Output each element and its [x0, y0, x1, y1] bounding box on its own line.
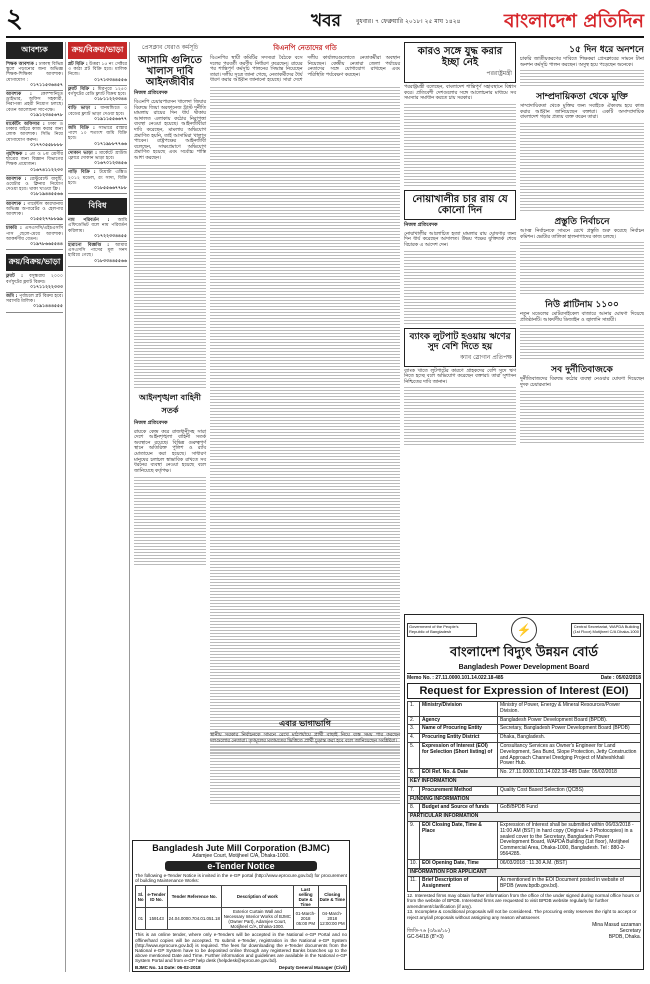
classified-ad-phone: ০১৭৭০৫৫৮৮৮৮: [30, 142, 63, 148]
classified-ad-text: সাভারে রাস্তার পাশে ১০ শতাংশ জমি বিক্রি হবে।: [68, 126, 127, 142]
text-filler: [134, 165, 206, 388]
classified-ad-phone: ০১৬৭৪১১২২৩৩: [30, 167, 63, 173]
bjmc-signer: Deputy General Manager (Civil): [278, 964, 347, 970]
story-body: পররাষ্ট্রমন্ত্রী বলেছেন, বাংলাদেশ শান্তিপূর্ণ সহাবস্থানে বিশ্বাস করে। প্রতিবেশী দেশগুলোর সঙ্গে আলোচনার মাধ্যমে সব সমস্যার সমাধান করতে চায় সরকার।: [404, 85, 516, 102]
classified-ad-text: মার্কেটে গ্রাউন্ড ফ্লোরে দোকান ভাড়া হবে।: [68, 150, 127, 162]
eoi-cell-label: Ministry/Division: [419, 702, 497, 717]
classified-ad: [68, 86, 127, 106]
memo-number: Memo No. : 27.11.0000.101.14.022.18-485: [407, 675, 504, 681]
classified-list: [6, 61, 63, 250]
bjmc-table-header: Tender Reference No.: [167, 886, 221, 908]
eoi-section-header: [408, 868, 641, 877]
story-body: রায়কে কেন্দ্র করে রাজধানীসহ সারা দেশে আইনশৃঙ্খলা বাহিনী সতর্ক অবস্থানে রয়েছে। বিভিন্ন গুরুত্বপূর্ণ স্থানে অতিরিক্ত পুলিশ ও র‍্যাব মোতায়েন করা হয়েছে। সাধারণ মানুষের চলাচল স্বাভাবিক রাখতে সব ধরনের ব্যবস্থা নেওয়া হয়েছে বলে জানিয়েছে কর্তৃপক্ষ।: [134, 429, 206, 474]
page-number: ২: [6, 4, 23, 34]
eoi-cell-n: 4.: [408, 734, 420, 743]
text-filler: [404, 104, 516, 186]
eoi-row: [408, 821, 641, 859]
signer-name: Mina Masud uzzaman: [592, 921, 641, 928]
eoi-section-label: PARTICULAR INFORMATION: [408, 813, 641, 822]
eoi-section-label: KEY INFORMATION: [408, 777, 641, 786]
story-right-column: [404, 42, 516, 445]
classified-ad-phone: ০১৭১৩৩৪৪৫৫৬: [94, 77, 127, 83]
classified-ad-phone: ০১৭১১২২২৩৩৩: [30, 284, 63, 290]
classified-ad-text: ধানমন্ডিতে ৩ বেডের ফ্ল্যাট ভাড়া দেওয়া হবে।: [68, 106, 127, 117]
eoi-row: [408, 804, 641, 813]
eoi-section-label: FUNDING INFORMATION: [408, 795, 641, 804]
story-body: দুর্নীতিবাজদের বিরুদ্ধে কঠোর ব্যবস্থা নেওয়ার ঘোষণা দিয়েছেন দুদক চেয়ারম্যান।: [520, 377, 644, 388]
text-filler: [210, 87, 400, 754]
classified-ad: [6, 293, 63, 313]
eoi-section-header: [408, 795, 641, 804]
bjmc-table-cell: 24.04.0000.704.01.051.18: [167, 908, 221, 930]
eoi-section-header: [408, 777, 641, 786]
story-body: স্থানীয় সরকার নির্বাচনকে সামনে রেখে মাঠপর্যায়ে প্রার্থী বাছাই নিয়ে ব্যস্ত সময় পার করছেন দলগুলোর নেতারা। তৃণমূলের মতামতের ভিত্তিতে প্রার্থী চূড়ান্ত করা হবে বলে জানিয়েছেন সংশ্লিষ্টরা।: [210, 733, 400, 744]
bjmc-table-header: Closing Date & Time: [318, 886, 347, 908]
story-far-right-column: [520, 42, 644, 608]
eoi-cell-n: 5.: [408, 742, 420, 768]
classified-ad-phone: ০১৮৩৩৪৪৫৫৬৬: [94, 258, 127, 264]
bjmc-intro: The following e-Tender Notice is invited in the e-GP portal (http://www.eprocure.gov.bd) for procurement of building Maintenance Works:: [135, 873, 347, 884]
eoi-row: [408, 734, 641, 743]
classified-ad-key: গাড়ি বিক্রি :: [68, 170, 96, 176]
bjmc-table-row: [136, 908, 347, 930]
classified-ad-text: ঢাকা ও ঢাকার বাইরে কাজ করার জন্য লোক আবশ্যক। সিভি নিয়ে যোগাযোগ করুন।: [6, 122, 63, 143]
story-kicker: বিএনপি নেতাদের গতি: [273, 44, 337, 52]
eoi-cell-value: 06/03/2018 : 11.30 A.M. (BST): [497, 859, 640, 868]
story-headline[interactable]: নিউ প্লাটিনাম ১১০০: [545, 300, 619, 311]
bjmc-etender-label: e-Tender Notice: [165, 861, 317, 871]
classified-ad: [6, 201, 63, 226]
classified-ad-text: আমি এফিডেভিট বলে নাম পরিবর্তন করিলাম।: [68, 218, 127, 234]
story-body: চাকরি জাতীয়করণের দাবিতে শিক্ষকরা প্রেসক্লাবের সামনে টানা অনশন কর্মসূচি পালন করছেন। অসুস্থ হয়ে পড়েছেন অনেকে।: [520, 57, 644, 68]
classified-ad-key: শিক্ষক আবশ্যক :: [6, 62, 38, 67]
text-filler: [520, 391, 644, 443]
eoi-cell-n: 10.: [408, 859, 420, 868]
bpdb-logo-icon: ⚡: [511, 617, 537, 643]
eoi-cell-n: 1.: [408, 702, 420, 717]
story-headline[interactable]: কারও সঙ্গে যুদ্ধ করার ইচ্ছা নেই: [417, 46, 503, 68]
story-subhead: পররাষ্ট্রমন্ত্রী: [486, 70, 512, 77]
eoi-cell-value: As mentioned in the EOI Document posted in website of BPDB (www.bpdb.gov.bd).: [497, 877, 640, 892]
classified-ad-text: উত্তরা ১৫ নং সেক্টরে ৩ কাঠা প্লট বিক্রি হবে। মালিক নিজে।: [68, 62, 127, 78]
eoi-cell-value: Consultancy Services as Owner's Engineer for Land Development, Sea Bund, Slope Protection, Jetty Construction and Approach Channel Dredging Project of Maheshkhali Power Hub.: [497, 742, 640, 768]
classified-ad-key: নাম পরিবর্তন :: [68, 218, 110, 224]
classified-column-1: [6, 42, 66, 972]
eoi-row: [408, 742, 641, 768]
eoi-cell-label: Brief Description of Assignment: [419, 877, 497, 892]
classified-ad-text: বসুন্ধরায় ২০০০ বর্গফুটের ফ্ল্যাট বিক্রয়।: [6, 274, 63, 285]
bjmc-table: [135, 885, 347, 930]
bjmc-table-header: Sl. No: [136, 886, 146, 908]
classified-heading: ক্রয়/বিক্রয়/ভাড়া: [6, 254, 63, 271]
story-body: আসন্ন নির্বাচনকে সামনে রেখে প্রস্তুতি শুরু করেছে নির্বাচন কমিশন। ভোটার তালিকা হালনাগাদের কাজ চলছে।: [520, 228, 644, 240]
text-filler: [520, 242, 644, 294]
classified-ad-phone: ০১৬৭০১২৩৪৫৬: [94, 161, 127, 167]
eoi-cell-label: Name of Procuring Entity: [419, 725, 497, 734]
eoi-cell-n: 9.: [408, 821, 420, 859]
eoi-note: 12. Interested firms may obtain further information from the office of the under signed during normal office hours or from the website of BPDB. Interested firms are requested to visit BPDB website regularly for further amendment/clarification (if any).: [407, 892, 640, 909]
gc-number: GC-54/18 (8"×3): [407, 933, 444, 940]
eoi-row: [408, 859, 641, 868]
story-box: [404, 42, 516, 83]
govt-label: Government of the People's Republic of Bangladesh: [407, 623, 477, 636]
eoi-title: Request for Expression of Interest (EOI): [407, 683, 641, 699]
eoi-cell-n: 6.: [408, 769, 420, 778]
eoi-cell-value: Expression of Interest shall be submitted within 06/03/2018 - 11:00 AM (BST) in hard copy (Original + 3 Photocopies) in a sealed cover to the Secretary, Bangladesh Power Development Board, WAPDA Building (1st floor), Motijheel Commercial Area, Dhaka-1000, Bangladesh. Tel : 880-2-9564285.: [497, 821, 640, 859]
classified-ad-key: হারানো বিজ্ঞপ্তি :: [68, 243, 110, 249]
classified-ad-text: গার্মেন্টস কারখানায় অভিজ্ঞ অপারেটর ও হেলপার আবশ্যক।: [6, 201, 63, 218]
classified-ad-key: আবশ্যক :: [6, 201, 26, 207]
classified-ad: [68, 150, 127, 170]
classified-ad-phone: ০১৮১১২২৩৩৪৪: [94, 97, 127, 103]
classified-ad-text: কোম্পানিতে ড্রাইভার, অফিস সহকারী, নিরাপত্তা প্রহরী নিয়োগ চলছে। বেতন আলোচনা সাপেক্ষে।: [6, 92, 63, 113]
bjmc-table-header: Last selling Date & Time: [293, 886, 318, 908]
eoi-cell-label: Agency: [419, 716, 497, 725]
classified-column-2: [68, 42, 130, 972]
classified-list: [6, 273, 63, 312]
memo-date: Date : 05/02/2018: [600, 675, 641, 681]
gd-number: জিডি-৭৬ (৩/৯৪/১৮): [407, 927, 450, 934]
classified-ad-text: টয়োটা এক্সিও ২০১২ মডেল, রং সাদা, বিক্রি হবে।: [68, 170, 127, 186]
masthead: [6, 4, 644, 38]
text-filler: [520, 325, 644, 359]
classified-ad: [68, 217, 127, 242]
classified-ad: [68, 61, 127, 86]
eoi-row: [408, 877, 641, 892]
story-left: [134, 42, 206, 565]
story-body: নতুন মডেলের মোটরসাইকেল বাজারে আনার ঘোষণা দিয়েছে প্রতিষ্ঠানটি। আকর্ষণীয় ডিজাইন ও জ্বালানি সাশ্রয়ী।: [520, 312, 644, 323]
newspaper-brand: বাংলাদেশ প্রতিদিন: [503, 10, 644, 32]
story-center: [210, 42, 400, 754]
bjmc-footer-text: This is an online tender, where only e-Tenders will be accepted in the National e-GP Portal and no offline/hard copies will be accepted. To submit e-Tender, registration in the National e-GP System (http://www.eprocure.gov.bd) is required. The fees for downloading the e-Tender documents from the National e-GP System have to be deposited online through any registered Banks branches up to the above mentioned Date and Time. Further information and guidelines are available in the National e-GP System Portal and from e-GP help desk (helpdesk@eprocure.gov.bd).: [135, 932, 347, 964]
classified-ad: [6, 176, 63, 201]
classified-ad-text: এসএসসি/এইচএসসি পাস ছেলে-মেয়ে আবশ্যক। আকর্ষণীয় বেতন।: [6, 226, 63, 242]
text-filler: [404, 251, 516, 324]
story-byline: নিজস্ব প্রতিবেদক: [134, 419, 168, 426]
classified-ad: [6, 225, 63, 250]
eoi-cell-label: Budget and Source of funds: [419, 804, 497, 813]
classified-ad-key: ফ্ল্যাট :: [6, 274, 23, 280]
classified-ad-text: রেস্টুরেন্টে বাবুর্চি, ওয়েটার ও ক্লিনার নিয়োগ দেওয়া হবে। থাকা খাওয়া ফ্রি।: [6, 176, 63, 193]
classified-ad-phone: ০১৯১৪৪৪৫৫৫: [33, 304, 63, 310]
story-byline: নিজস্ব প্রতিবেদক: [134, 90, 168, 96]
classified-ad-key: আবশ্যক :: [6, 92, 32, 98]
story-box: [404, 328, 516, 367]
story-headline[interactable]: প্রস্তুতি নির্বাচনে: [554, 216, 610, 227]
text-filler: [520, 70, 644, 86]
eoi-section-label: INFORMATION FOR APPLICANT: [408, 868, 641, 877]
bjmc-table-header: e-Tender ID No.: [146, 886, 167, 908]
story-headline[interactable]: আইনশৃঙ্খলা বাহিনী সতর্ক: [139, 392, 201, 415]
classified-ad-phone: ০১৯১১৫৫৬৬৭৭: [94, 116, 127, 122]
classified-ad: [68, 125, 127, 150]
bpdb-eoi-notice: [404, 614, 644, 970]
classified-ad: [68, 169, 127, 194]
eoi-row: [408, 725, 641, 734]
story-headline[interactable]: আসামি গুলিতে খালাস দাবি আইনজীবীর: [138, 55, 202, 88]
classified-ad-phone: ০১৮৫৫৬৬৭৭৮৮: [94, 186, 127, 192]
classified-ad-phone: ০১৭২২৩৩৪৪৫৫: [94, 233, 127, 239]
classified-heading: আবশ্যক: [6, 42, 63, 59]
classified-ad-phone: ০১৯১২৩৪৫৬৭৮: [30, 112, 63, 118]
eoi-cell-label: Procurement Method: [419, 786, 497, 795]
classified-ad-phone: ০১৭১১৫৩৬৪৫৭: [30, 82, 63, 88]
classified-ad-key: ফ্ল্যাট বিক্রি :: [68, 86, 95, 92]
classified-ad: [6, 91, 63, 121]
bjmc-table-cell: 04-March-2018 12:00:00 PM: [318, 908, 347, 930]
eoi-cell-label: Procuring Entity District: [419, 734, 497, 743]
eoi-row: [408, 702, 641, 717]
eoi-row: [408, 786, 641, 795]
eoi-cell-value: Dhaka, Bangladesh.: [497, 734, 640, 743]
story-headline[interactable]: এবার ভাগাভাগি: [279, 719, 331, 728]
classified-ad-text: ৫ম ও ৮ম শ্রেণীর ছাত্রের জন্য বিজ্ঞান বিভাগের শিক্ষক প্রয়োজন।: [6, 152, 64, 168]
bjmc-table-header: Description of work: [221, 886, 293, 908]
eoi-cell-n: 7.: [408, 786, 420, 795]
classified-ad: [6, 151, 63, 176]
signer-org: BPDB, Dhaka.: [608, 933, 641, 940]
bjmc-table-cell: Exterior Curtain Wall and Necessary Interior Works of BJMC (Owner Part), Adamjee Court, Motijheel C/A, Dhaka-1000.: [221, 908, 293, 930]
classified-ad-key: দোকান ভাড়া :: [68, 150, 98, 156]
bpdb-address: Central Secretariat, WAPDA Building (1st Floor) Motijheel C/A Dhaka-1000: [571, 623, 641, 636]
classified-ad-key: গৃহশিক্ষক :: [6, 152, 27, 158]
classified-ad: [68, 242, 127, 267]
text-filler: [520, 123, 644, 211]
classified-list: [68, 61, 127, 194]
classified-ad: [6, 121, 63, 151]
classified-heading: ক্রয়/বিক্রয়/ভাড়া: [68, 42, 127, 59]
classified-ad-phone: ০১৫৫২৭৭৮৮৯৯: [30, 217, 63, 223]
eoi-cell-label: EOI Opening Date, Time: [419, 859, 497, 868]
bjmc-table-cell: 159143: [146, 908, 167, 930]
classified-heading: বিবিধ: [68, 198, 127, 215]
story-center-lower: [210, 718, 400, 804]
text-filler: [134, 477, 206, 565]
story-kicker: প্রেসক্লাব ঘেরাও কর্মসূচি: [141, 44, 199, 51]
story-body: নোয়াখালীর আলোচিত হত্যা মামলার রায় ঘোষণার জন্য দিন ধার্য করেছেন আদালত। উভয় পক্ষের যুক্তিতর্ক শেষে বিচারক এ আদেশ দেন।: [404, 231, 516, 248]
org-name-english: Bangladesh Power Development Board: [458, 664, 590, 671]
eoi-cell-n: 2.: [408, 716, 420, 725]
classified-ad-key: বাড়ি ভাড়া :: [68, 106, 97, 112]
story-headline[interactable]: সাম্প্রদায়িকতা থেকে মুক্তি: [536, 92, 628, 103]
story-box: [404, 190, 516, 220]
classified-ad: [6, 61, 63, 91]
story-headline[interactable]: ব্যাংক লুটপাট হওয়ায় ঋণের সুদ বেশি দিতে হয়: [409, 331, 511, 352]
bjmc-tender-notice: [132, 840, 350, 972]
story-headline[interactable]: সব দুর্নীতিবাজকে: [551, 365, 613, 376]
eoi-cell-value: Quality Cost Based Selection (QCBS): [497, 786, 640, 795]
eoi-cell-n: 8.: [408, 804, 420, 813]
classified-ad-key: চাকরি :: [6, 226, 22, 232]
classified-ad-key: মার্কেটিং অফিসার :: [6, 122, 45, 128]
classified-ad-key: প্লট বিক্রি :: [68, 62, 88, 67]
text-filler: [404, 387, 516, 445]
classified-ad-phone: ০১৯৭৮৬৬৫৫৪৪: [30, 242, 63, 248]
story-body: বিএনপি চেয়ারপারসন খালেদা জিয়ার বিরুদ্ধে জিয়া অরফানেজ ট্রাস্ট দুর্নীতি মামলায় রায়ের দিন ধার্য থাকায় আদালত এলাকায় কঠোর নিরাপত্তা ব্যবস্থা নেওয়া হয়েছে। আইনজীবীরা দাবি করেছেন, মামলায় অভিযোগ প্রমাণিত হয়নি, তাই আসামিরা খালাস পাবেন। রাষ্ট্রপক্ষের আইনজীবী বলেছেন, সাক্ষ্যপ্রমাণে অভিযোগ প্রমাণিত হয়েছে এবং সর্বোচ্চ শাস্তি আশা করছেন।: [134, 100, 206, 161]
eoi-cell-value: GoB/BPDB Fund: [497, 804, 640, 813]
story-subhead: ক্যাব স্লোগান প্রতিপক্ষ: [460, 353, 512, 361]
story-byline: নিজস্ব প্রতিবেদক: [404, 221, 438, 228]
story-headline[interactable]: ১৫ দিন ধরে অনশনে: [569, 45, 644, 55]
eoi-cell-label: Expression of Interest (EOI) for Selection (Short listing) of: [419, 742, 497, 768]
bjmc-title: Bangladesh Jute Mill Corporation (BJMC): [152, 843, 330, 853]
story-headline[interactable]: নোয়াখালীর চার রায় যে কোনো দিন: [412, 193, 508, 216]
classified-ad-key: আবশ্যক :: [6, 176, 27, 182]
eoi-cell-n: 11.: [408, 877, 420, 892]
classified-ad-text: পূর্বাচলে প্লট বিক্রয় হবে। সরাসরি মালিক।: [6, 293, 64, 305]
classified-ad-key: জমি :: [6, 293, 18, 299]
signer-title: Secretary: [619, 927, 641, 934]
classified-ad-phone: ০১৭১৯৮৮৭৭৬৬: [94, 141, 127, 147]
eoi-cell-value: Ministry of Power, Energy & Mineral Resources/Power Division.: [497, 702, 640, 717]
classified-ad-text: মিরপুরে ১২৫০ বর্গফুটের রেডি ফ্ল্যাট বিক্রয় হবে।: [68, 86, 127, 98]
story-body: ব্যাংক খাতে লুটপাটের কারণে গ্রাহকদের বেশি সুদে ঋণ নিতে হচ্ছে বলে অভিযোগ করেছেন বক্তারা। তারা সুশাসন নিশ্চিতের দাবি জানান।: [404, 368, 516, 385]
bjmc-address: Adamjee Court, Motijheel C/A, Dhaka-1000.: [192, 853, 290, 859]
classified-ad: [6, 273, 63, 293]
eoi-section-header: [408, 813, 641, 822]
eoi-cell-label: EOI Closing Date, Time & Place: [419, 821, 497, 859]
classified-ad-text: আমার এসএসসি পাসের মূল সনদ হারিয়ে গেছে।: [68, 243, 127, 259]
text-filler: [210, 746, 400, 804]
eoi-cell-value: Secretary, Bangladesh Power Development Board (BPDB): [497, 725, 640, 734]
eoi-cell-value: No. 27.11.0000.101.14.022.18-485 Date: 05/02/2018: [497, 769, 640, 778]
section-name: খবর: [311, 11, 341, 31]
bjmc-memo: BJMC No. 14 Date: 06-02-2018: [135, 964, 201, 970]
dateline: বুধবার। ৭ ফেব্রুয়ারি ২০১৮। ২৫ মাঘ ১৪২৪: [356, 18, 461, 25]
bjmc-table-cell: 01-March-2018 05:00 PM: [293, 908, 318, 930]
eoi-row: [408, 769, 641, 778]
classified-list: [68, 217, 127, 267]
classified-ad-phone: ০১৮১৯৪৪৫৫৬৬: [30, 192, 63, 198]
bjmc-table-cell: 01: [136, 908, 146, 930]
eoi-cell-n: 3.: [408, 725, 420, 734]
classified-ad: [68, 105, 127, 125]
classified-ad-key: জমি বিক্রি :: [68, 126, 95, 132]
eoi-cell-value: Bangladesh Power Development Board (BPDB).: [497, 716, 640, 725]
eoi-table: [407, 701, 641, 892]
eoi-note: 13. Incomplete & conditional proposals will not be considered. The procuring entity reserves the right to accept or reject any/all proposals without assigning any reason whatsoever.: [407, 909, 637, 920]
eoi-row: [408, 716, 641, 725]
org-name-bangla: বাংলাদেশ বিদ্যুৎ উন্নয়ন বোর্ড: [450, 644, 598, 659]
story-body: বিএনপির স্থায়ী কমিটির সদস্যরা বৈঠকে বসে দলের পরবর্তী করণীয় নির্ধারণ করেছেন। রায়ের পর শান্তিপূর্ণ কর্মসূচি পালনের সিদ্ধান্ত নিয়েছেন তারা। দলীয় সূত্রে জানা গেছে, নেতাকর্মীদের ধৈর্য ধারণ করার আহ্বান জানানো হয়েছে। সারা দেশে দলীয় কার্যালয়গুলোতে নেতাকর্মীরা অবস্থান নিয়েছেন। কেন্দ্রীয় নেতারা জেলা পর্যায়ের নেতাদের সঙ্গে যোগাযোগ রাখছেন এবং পরিস্থিতি পর্যবেক্ষণ করছেন।: [210, 56, 400, 84]
eoi-cell-label: EOI Ref. No. & Date: [419, 769, 497, 778]
story-body: সাম্প্রদায়িকতা থেকে মুক্তির জন্য সবাইকে ঐক্যবদ্ধ হয়ে কাজ করার আহ্বান জানিয়েছেন বক্তারা। একটি অসাম্প্রদায়িক বাংলাদেশ গড়ার প্রত্যয় ব্যক্ত করেন তারা।: [520, 104, 644, 121]
classified-ad-text: ঢাকাস্থ বিভিন্ন স্কুলে পড়ানোর জন্য অভিজ্ঞ শিক্ষক-শিক্ষিকা আবশ্যক। যোগাযোগ :: [6, 62, 63, 83]
